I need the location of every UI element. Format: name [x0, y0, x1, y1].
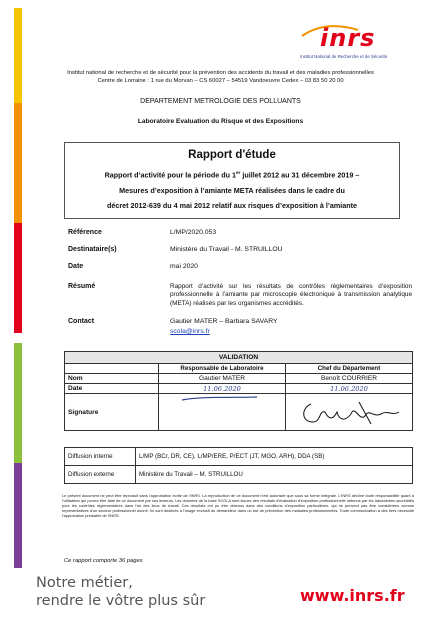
- name-lab: Gautier MATER: [159, 374, 286, 384]
- title-line-3: décret 2012-639 du 4 mai 2012 relatif aux risques d’exposition à l’amiante: [106, 201, 358, 210]
- internal-diffusion-value: L/MP (BCr, DR, CE), L/MP/ERE, P/ECT (JT, MGO, ARH), DDA (SB): [136, 448, 413, 466]
- document-title: Rapport d'étude: [188, 149, 276, 161]
- laboratory-name: Laboratoire Evaluation du Risque et des Expositions: [137, 118, 304, 125]
- contact-names: Gautier MATER – Barbara SAVARY: [170, 318, 278, 325]
- col-dept-head: Chef du Département: [286, 364, 413, 374]
- recipient-label: Destinataire(s): [68, 246, 117, 253]
- inrs-logo: [300, 24, 430, 64]
- title-line-2: Mesures d’exposition à l’amiante META réalisées dans le cadre du: [119, 186, 345, 195]
- signature-lab: [159, 394, 286, 431]
- reference-value: L/MP/2020.053: [170, 229, 217, 236]
- empty-corner-cell: [65, 364, 159, 374]
- title-line-1: Rapport d’activité pour la période du 1er juillet 2012 au 31 décembre 2019 –: [104, 170, 360, 180]
- contact-label: Contact: [68, 318, 95, 325]
- date-label: Date: [68, 263, 84, 270]
- slogan-line-1: Notre métier,: [36, 575, 133, 591]
- reference-label: Référence: [68, 229, 102, 236]
- validation-table: [64, 351, 413, 431]
- date-row-label: Date: [65, 384, 159, 394]
- slogan-line-2: rendre le vôtre plus sûr: [36, 593, 206, 609]
- signature-lab-image: [162, 394, 282, 428]
- date-lab: 11.06.2020: [159, 384, 286, 394]
- contact-email-link[interactable]: scola@inrs.fr: [170, 328, 210, 335]
- logo-wordmark: inrs: [320, 24, 376, 52]
- page-count-note: Ce rapport comporte 36 pages: [64, 558, 143, 564]
- date-value: mai 2020: [170, 263, 198, 270]
- date-dept: 11.06.2020: [286, 384, 413, 394]
- summary-label: Résumé: [68, 283, 96, 290]
- institute-line-2: Centre de Lorraine : 1 rue du Morvan – CS 60027 – 54519 Vandoeuvre Cedex – 03 83 50 20 00: [97, 78, 344, 84]
- validation-heading: VALIDATION: [65, 352, 413, 364]
- department-name: DEPARTEMENT METROLOGIE DES POLLUANTS: [140, 98, 301, 105]
- external-diffusion-label: Diffusion externe: [65, 466, 136, 484]
- summary-text: Rapport d’activité sur les résultats de contrôles réglementaires d’exposition professionnelle à l’amiante par microscopie électronique à transmission analytique (META) réalisés par les organismes accrédités.: [170, 283, 412, 307]
- internal-diffusion-label: Diffusion interne: [65, 448, 136, 466]
- signature-row-label: Signature: [65, 394, 159, 431]
- legal-disclaimer: Le présent document ne peut être reproduit sans l'approbation écrite de l'INRS. La reproduction de ce document n'est autorisée que sous sa forme intégrale. L'INRS décline toute responsabilité quant à l'utilisation qui pourra être faite de ce document par ses lecteurs. Les données de la base SCOLA sont issues des résultats d'évaluation d'exposition professionnelle obtenus par les laboratoires accrédités pour les contrôles réglementaires dans l'air des lieux de travail. Ces résultats ont pu être obtenus dans des conditions d'exposition particulières, qui ne peuvent pas être considérées comme représentatives d'un secteur professionnel donné. Ils sont destinés à l'usage exclusif du demandeur dans un but de prévention des maladies professionnelles. Toute communication à des tiers nécessite l'approbation préalable de l'INRS.: [62, 493, 414, 518]
- website-link[interactable]: www.inrs.fr: [300, 586, 405, 605]
- title-box: [64, 142, 400, 219]
- signature-dept-image: [289, 394, 409, 428]
- institute-line-1: Institut national de recherche et de sécurité pour la prévention des accidents du travail et des maladies professionnelles: [67, 70, 374, 76]
- external-diffusion-value: Ministère du Travail – M. STRUILLOU: [136, 466, 413, 484]
- diffusion-table: [64, 447, 413, 484]
- signature-dept: [286, 394, 413, 431]
- col-lab-head: Responsable de Laboratoire: [159, 364, 286, 374]
- name-row-label: Nom: [65, 374, 159, 384]
- recipient-value: Ministère du Travail - M. STRUILLOU: [170, 246, 283, 253]
- logo-subtitle: Institut National de Recherche et de Sécurité: [300, 54, 388, 59]
- color-bar: [14, 8, 22, 568]
- slogan: [36, 574, 205, 610]
- name-dept: Benoît COURRIER: [286, 374, 413, 384]
